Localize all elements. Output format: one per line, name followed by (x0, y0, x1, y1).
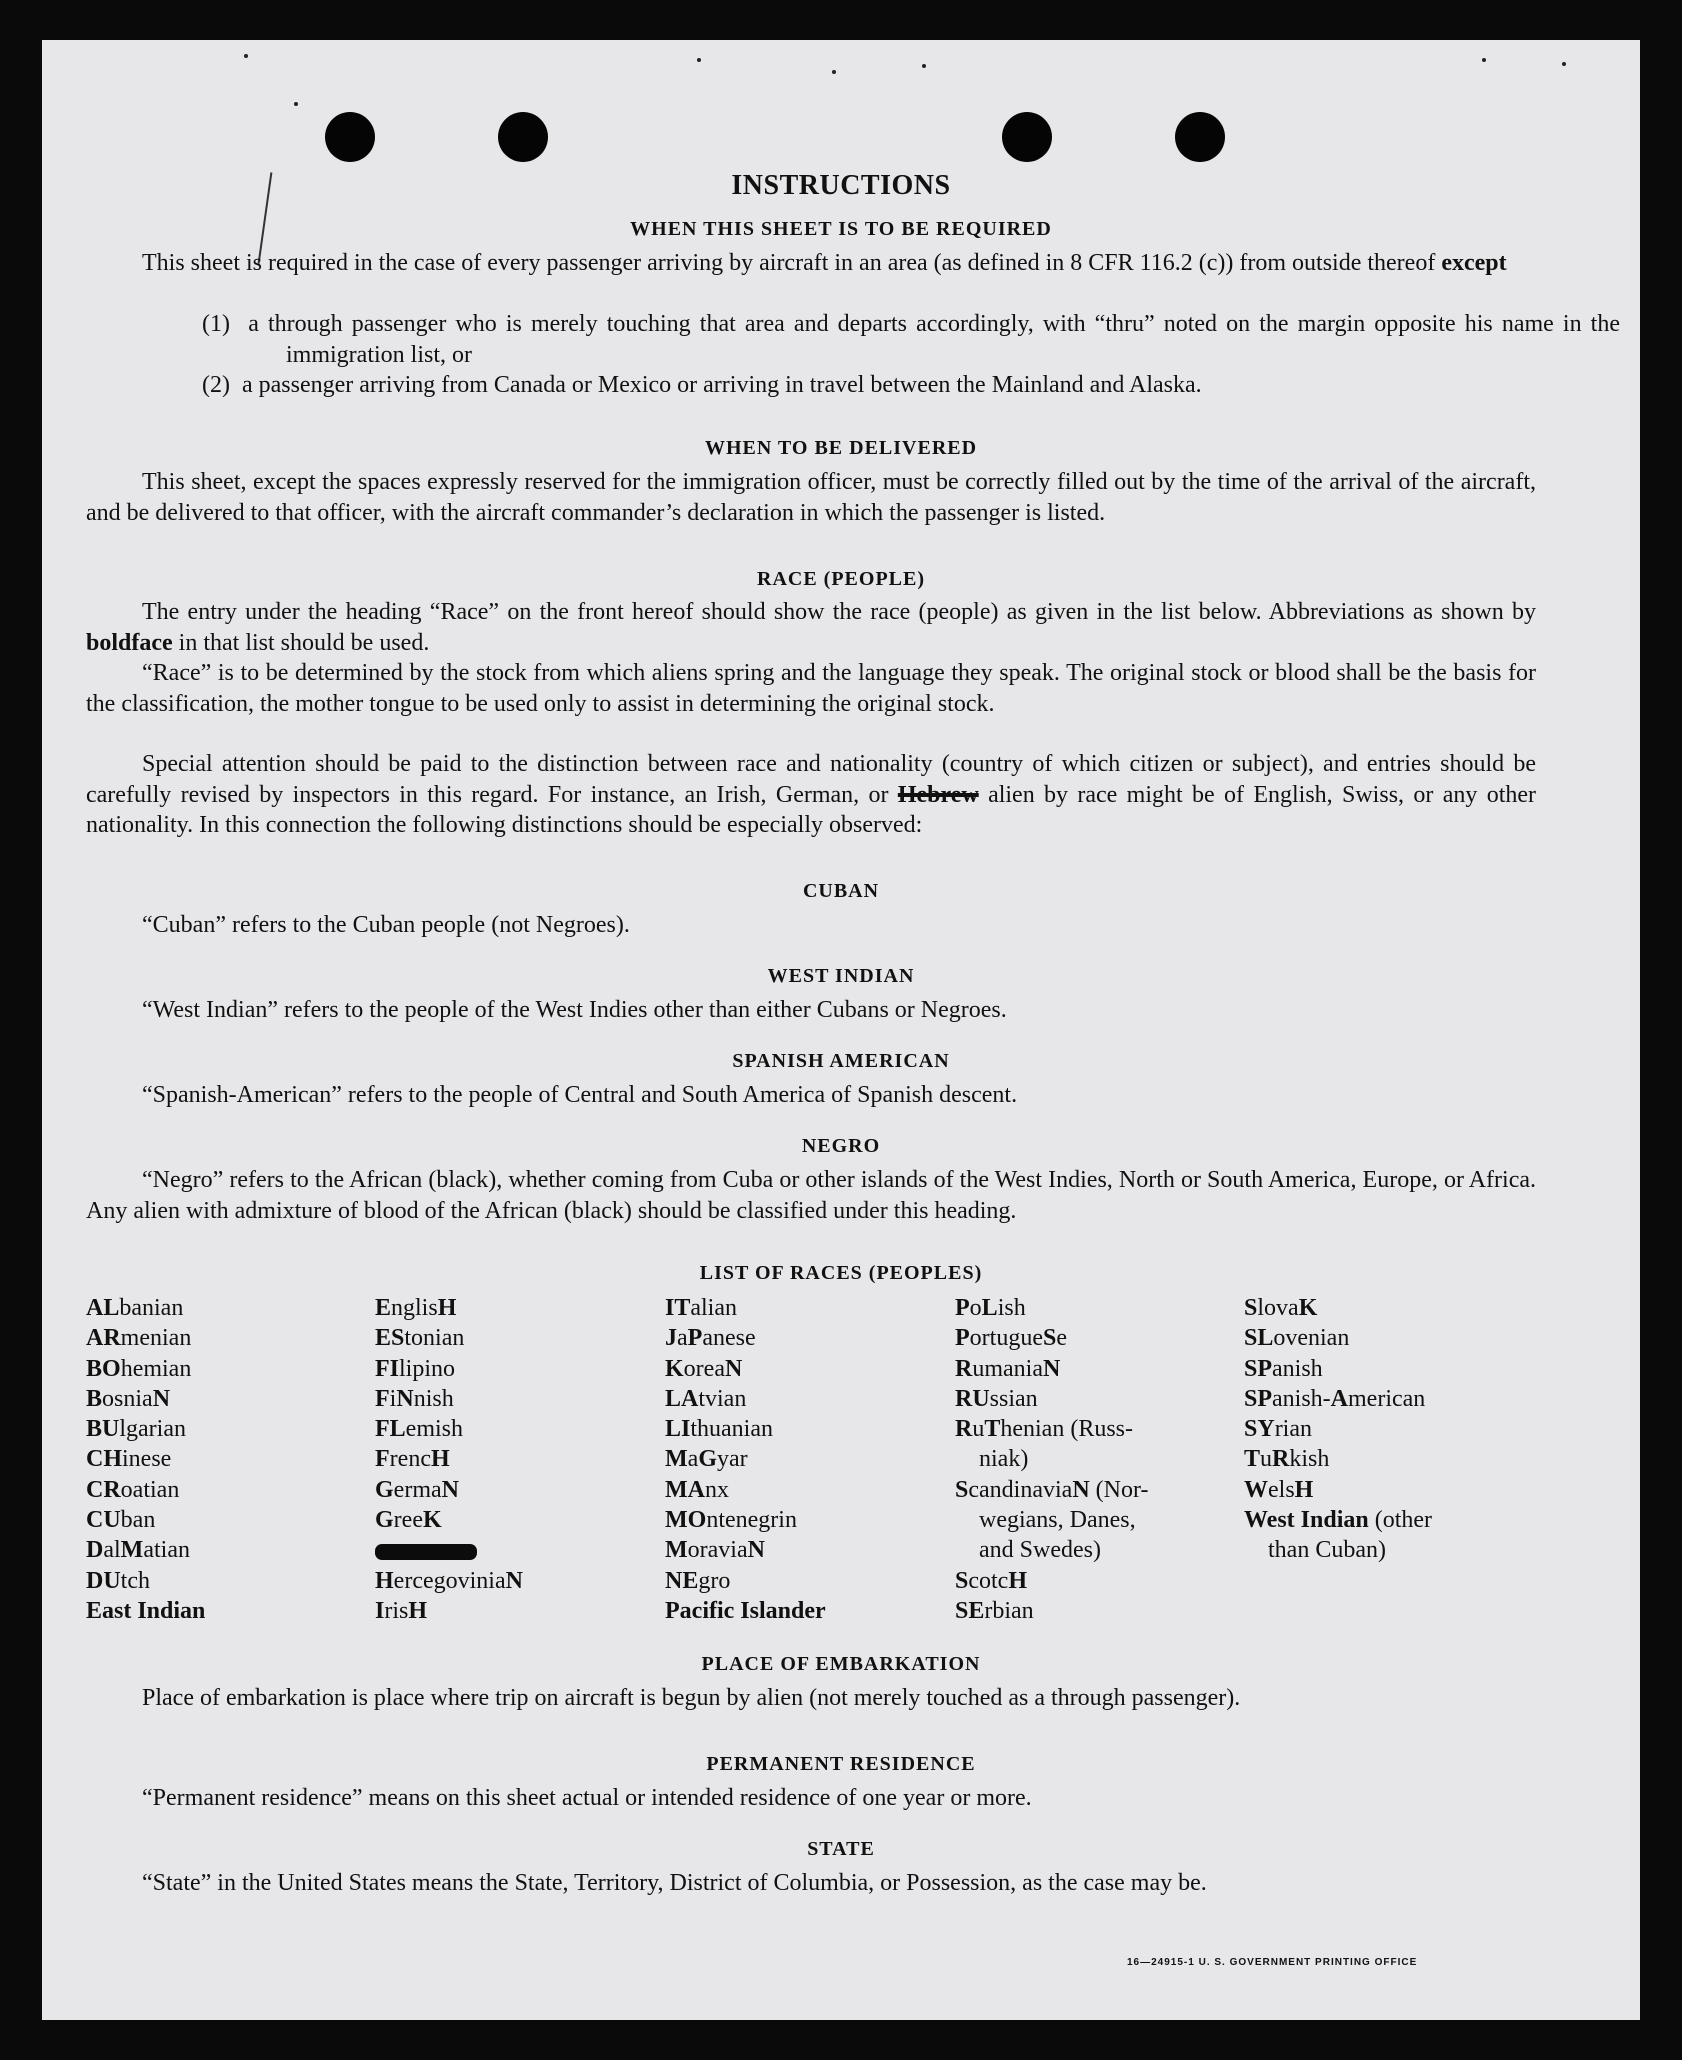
race-item: BosniaN (86, 1385, 171, 1412)
race-item: SLovenian (1244, 1325, 1350, 1352)
race-item: MAnx (665, 1476, 729, 1503)
section-text: Special attention should be paid to the distinction between race and nationality (country of which citizen or subject), and entries should be carefully revised by inspectors in this regard. For instance, an Irish, German, or Hebrew alien by race might be of English, Swiss, or any other nationality. In this connection the following distinctions should be especially observed: (86, 751, 1537, 838)
race-item: DalMatian (86, 1537, 190, 1564)
race-item: NEgro (665, 1567, 731, 1594)
race-item: LIthuanian (665, 1416, 773, 1443)
race-column (1244, 1293, 1514, 1566)
section-text: “West Indian” refers to the people of the West Indies other than either Cubans or Negroes. (142, 997, 1007, 1023)
section-text: “Spanish-American” refers to the people of Central and South America of Spanish descent. (142, 1082, 1018, 1108)
race-item: MoraviaN (665, 1537, 765, 1564)
section-heading: WEST INDIAN (767, 965, 915, 987)
race-item: FrencH (375, 1446, 450, 1473)
speck (244, 54, 248, 58)
speck (1482, 58, 1486, 62)
section-heading: NEGRO (801, 1135, 881, 1157)
list-item: (2) a passenger arriving from Canada or Mexico or arriving in travel between the Mainland and Alaska. (202, 372, 1202, 398)
race-item: EnglisH (375, 1295, 457, 1321)
race-item: ITalian (665, 1295, 737, 1321)
section-heading: RACE (PEOPLE) (757, 568, 925, 590)
section-heading: LIST OF RACES (PEOPLES) (699, 1262, 983, 1284)
speck (697, 58, 701, 62)
section-text: “Race” is to be determined by the stock from which aliens spring and the language they speak. The original stock or blood shall be the basis for the classification, the mother tongue to be used only to assist in determining the original stock. (86, 660, 1536, 717)
race-item (375, 1535, 645, 1565)
punch-hole (325, 112, 375, 162)
race-column (375, 1293, 645, 1626)
race-column (665, 1293, 935, 1626)
struck-word: Hebrew (897, 781, 979, 808)
section-heading: PERMANENT RESIDENCE (706, 1753, 976, 1775)
race-item: East Indian (86, 1597, 206, 1624)
race-item: RumaniaN (955, 1355, 1061, 1382)
race-item: SlovaK (1244, 1295, 1318, 1321)
race-item: MaGyar (665, 1446, 748, 1473)
race-item: GermaN (375, 1476, 459, 1503)
section-heading: SPANISH AMERICAN (732, 1050, 950, 1072)
section-heading: WHEN THIS SHEET IS TO BE REQUIRED (630, 218, 1052, 240)
section-text: “Cuban” refers to the Cuban people (not Negroes). (142, 912, 630, 938)
race-item: BOhemian (86, 1355, 192, 1382)
race-item: CHinese (86, 1446, 172, 1473)
race-item: HercegoviniaN (375, 1567, 523, 1594)
race-item: ALbanian (86, 1295, 184, 1321)
race-item: RUssian (955, 1385, 1038, 1412)
race-item: SPanish (1244, 1355, 1323, 1382)
race-item: MOntenegrin (665, 1507, 797, 1534)
race-item: PoLish (955, 1295, 1026, 1321)
punch-hole (1175, 112, 1225, 162)
race-item: PortugueSe (955, 1325, 1067, 1352)
race-item: GreeK (375, 1507, 442, 1534)
race-item: than Cuban) (1268, 1537, 1386, 1564)
race-item: CUban (86, 1507, 156, 1534)
section-heading: CUBAN (802, 880, 880, 902)
race-item: WelsH (1244, 1476, 1314, 1503)
race-item: and Swedes) (979, 1537, 1101, 1564)
race-item: IrisH (375, 1597, 428, 1624)
race-item: SYrian (1244, 1416, 1312, 1443)
document-sheet (42, 40, 1640, 2020)
speck (832, 70, 836, 74)
race-item: West Indian (other (1244, 1507, 1433, 1534)
speck (294, 102, 298, 106)
section-text: “State” in the United States means the State, Territory, District of Columbia, or Possession, as the case may be. (142, 1870, 1207, 1896)
race-item: ScotcH (955, 1567, 1028, 1594)
speck (1562, 62, 1566, 66)
race-item: DUtch (86, 1567, 150, 1594)
section-heading: WHEN TO BE DELIVERED (704, 437, 978, 459)
section-text: The entry under the heading “Race” on the front hereof should show the race (people) as given in the list below. Abbreviations as shown by boldface in that list should be used. (86, 599, 1536, 656)
race-column (86, 1293, 356, 1626)
punch-hole (1002, 112, 1052, 162)
section-text: This sheet, except the spaces expressly reserved for the immigration officer, must be correctly filled out by the time of the arrival of the aircraft, and be delivered to that officer, with the aircraft commander’s declaration in which the passenger is listed. (86, 469, 1536, 526)
section-text: This sheet is required in the case of every passenger arriving by aircraft in an area (as defined in 8 CFR 116.2 (c)) from outside thereof except (142, 250, 1507, 276)
race-item: FIlipino (375, 1355, 456, 1382)
redaction-mark (375, 1544, 477, 1560)
section-heading: PLACE OF EMBARKATION (701, 1653, 981, 1675)
print-office-footer: 16—24915-1 U. S. GOVERNMENT PRINTING OFFICE (1127, 1957, 1418, 1968)
race-item: SPanish-American (1244, 1385, 1426, 1412)
race-item: KoreaN (665, 1355, 743, 1382)
punch-hole (498, 112, 548, 162)
race-item: BUlgarian (86, 1416, 186, 1443)
race-item: FLemish (375, 1416, 463, 1443)
speck (922, 64, 926, 68)
race-item: FiNnish (375, 1385, 454, 1412)
race-item: SErbian (955, 1597, 1034, 1624)
section-heading: STATE (807, 1838, 875, 1860)
race-column (955, 1293, 1225, 1626)
race-item: JaPanese (665, 1325, 756, 1352)
section-text: “Negro” refers to the African (black), whether coming from Cuba or other islands of the West Indies, North or South America, Europe, or Africa. Any alien with admixture of blood of the African (black) should be classified under this heading. (86, 1167, 1536, 1224)
race-item: niak) (979, 1446, 1029, 1473)
race-item: wegians, Danes, (979, 1507, 1136, 1534)
race-item: ScandinaviaN (Nor- (955, 1476, 1149, 1503)
race-item: Pacific Islander (665, 1597, 826, 1624)
race-item: CRoatian (86, 1476, 180, 1503)
race-item: LAtvian (665, 1385, 747, 1412)
race-item: TuRkish (1244, 1446, 1330, 1473)
page-title: INSTRUCTIONS (731, 170, 951, 201)
race-item: ARmenian (86, 1325, 192, 1352)
race-item: EStonian (375, 1325, 465, 1352)
section-text: “Permanent residence” means on this sheet actual or intended residence of one year or more. (142, 1785, 1032, 1811)
race-item: RuThenian (Russ- (955, 1416, 1134, 1443)
list-item: (1) a through passenger who is merely touching that area and departs accordingly, with “thru” noted on the margin opposite his name in the immigration list, or (202, 311, 1621, 368)
section-text: Place of embarkation is place where trip on aircraft is begun by alien (not merely touched as a through passenger). (142, 1685, 1241, 1711)
